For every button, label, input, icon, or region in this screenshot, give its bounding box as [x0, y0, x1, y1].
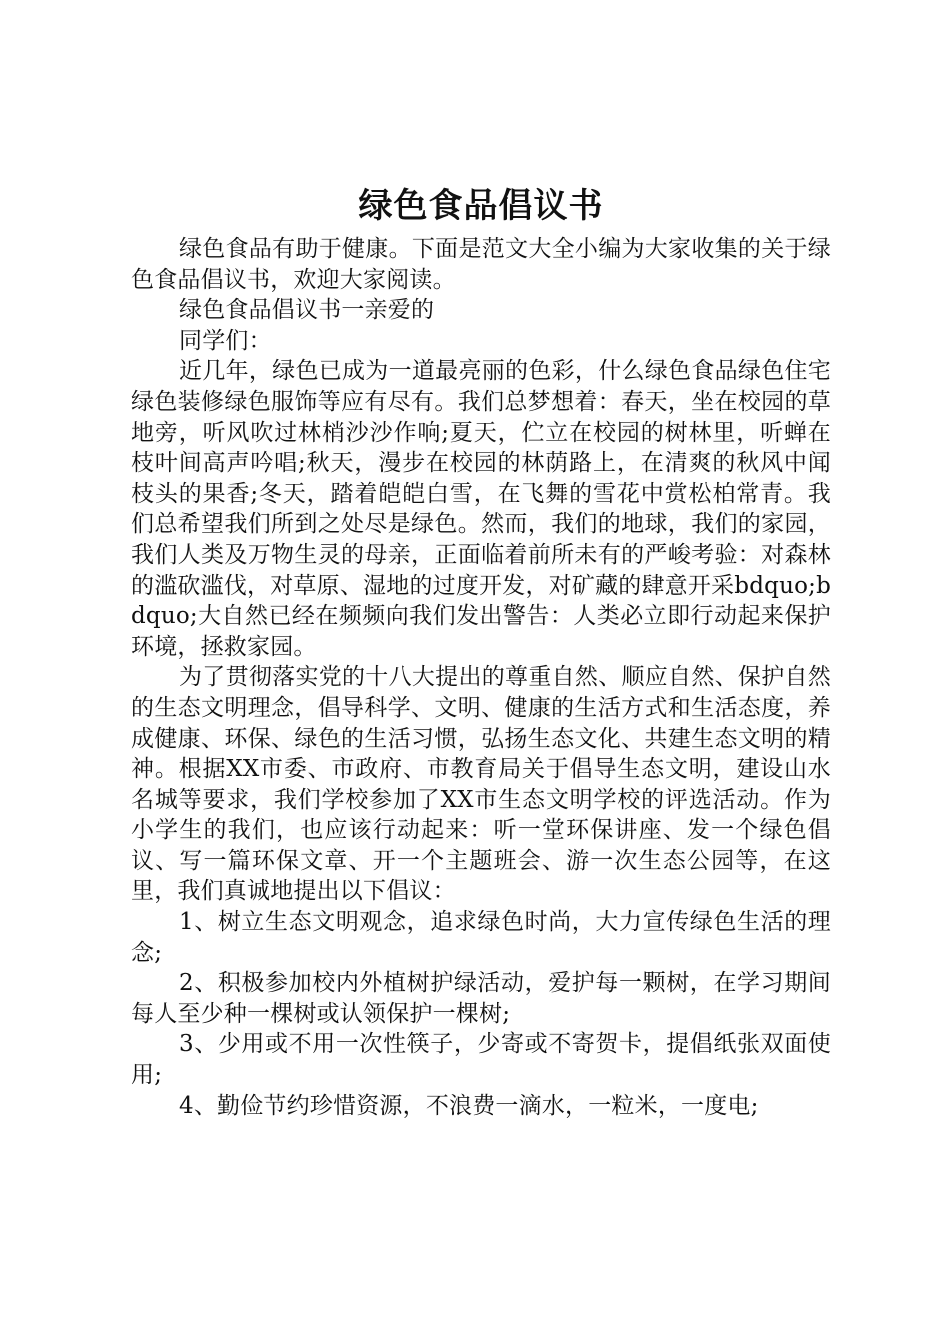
list-item-3: 3、少用或不用一次性筷子，少寄或不寄贺卡，提倡纸张双面使用; — [131, 1031, 831, 1089]
paragraph-salutation: 同学们： — [179, 327, 272, 354]
list-item-2: 2、积极参加校内外植树护绿活动，爱护每一颗树，在学习期间每人至少种一棵树或认领保护一棵树; — [131, 970, 831, 1027]
paragraph-body-2: 为了贯彻落实党的十八大提出的尊重自然、顺应自然、保护自然的生态文明理念，倡导科学、文明、健康的生活方式和生活态度，养成健康、环保、绿色的生活习惯，弘扬生态文化、共建生态文明的精神。根据XX市委、市政府、市教育局关于倡导生态文明，建设山水名城等要求，我们学校参加了XX市生态文明学校的评选活动。作为小学生的我们，也应该行动起来：听一堂环保讲座、发一个绿色倡议、写一篇环保文章、开一个主题班会、游一次生态公园等，在这里，我们真诚地提出以下倡议： — [131, 664, 831, 905]
paragraph-heading: 绿色食品倡议书一亲爱的 — [179, 297, 435, 324]
document-title: 绿色食品倡议书 — [358, 186, 604, 226]
list-item-1: 1、树立生态文明观念，追求绿色时尚，大力宣传绿色生活的理念; — [131, 909, 831, 966]
paragraph-intro: 绿色食品有助于健康。下面是范文大全小编为大家收集的关于绿色食品倡议书，欢迎大家阅读。 — [131, 236, 831, 293]
list-item-4: 4、勤俭节约珍惜资源，不浪费一滴水，一粒米，一度电; — [179, 1092, 759, 1119]
document-page — [131, 180, 831, 1121]
paragraph-body-1: 近几年，绿色已成为一道最亮丽的色彩，什么绿色食品绿色住宅绿色装修绿色服饰等应有尽有。我们总梦想着：春天，坐在校园的草地旁，听风吹过林梢沙沙作响;夏天，伫立在校园的树林里，听蝉在枝叶间高声吟唱;秋天，漫步在校园的林荫路上，在清爽的秋风中闻枝头的果香;冬天，踏着皑皑白雪，在飞舞的雪花中赏松柏常青。我们总希望我们所到之处尽是绿色。然而，我们的地球，我们的家园，我们人类及万物生灵的母亲，正面临着前所未有的严峻考验：对森林的滥砍滥伐，对草原、湿地的过度开发，对矿藏的肆意开采bdquo;bdquo;大自然已经在频频向我们发出警告：人类必立即行动起来保护环境，拯救家园。 — [131, 358, 831, 660]
